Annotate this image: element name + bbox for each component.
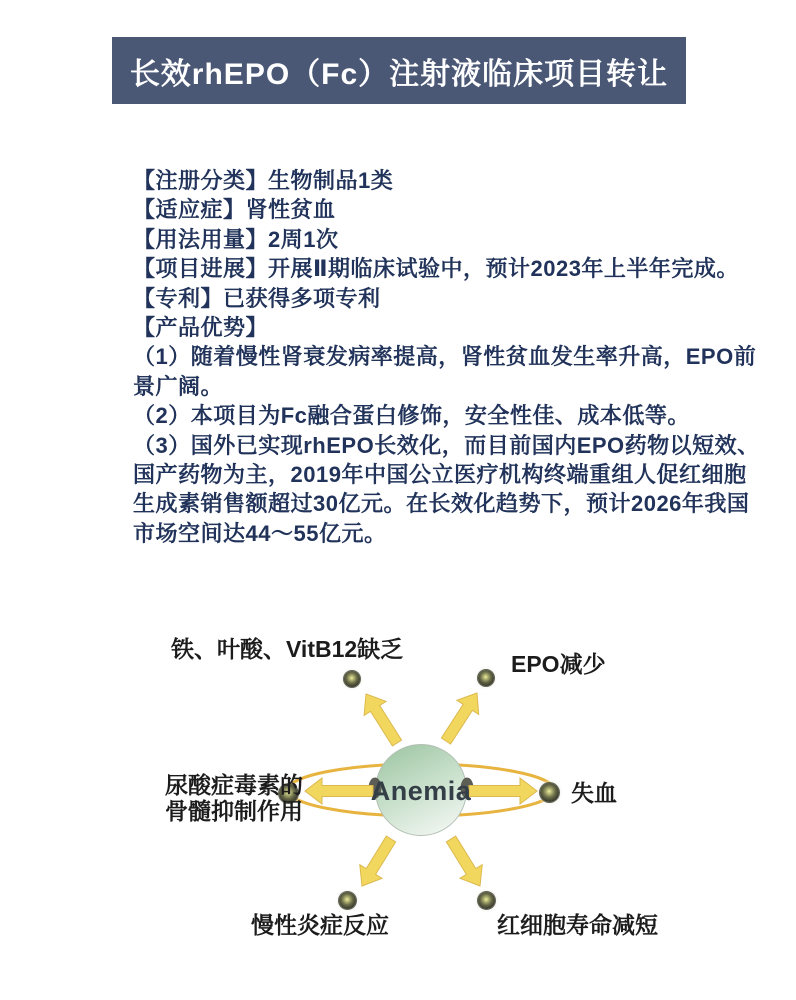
- detail-line-registration: 【注册分类】生物制品1类: [133, 168, 394, 193]
- detail-line-advantage3d: 市场空间达44～55亿元。: [133, 520, 387, 546]
- cause-label-uremic-toxin-line1: 尿酸症毒素的: [165, 772, 303, 798]
- detail-line-advantages-header: 【产品优势】: [133, 315, 269, 341]
- cause-label-uremic-toxin-line2: 骨髓抑制作用: [165, 798, 303, 824]
- detail-line-indication: 【适应症】肾性贫血: [133, 197, 336, 223]
- detail-line-advantage1b: 景广阔。: [133, 373, 224, 399]
- arrow-down-right: [446, 836, 482, 886]
- cause-label-chronic-inflammation: 慢性炎症反应: [251, 912, 389, 938]
- project-details: [133, 166, 760, 548]
- node-dot-bottom-right: [478, 892, 495, 909]
- node-dot-top-right: [478, 670, 494, 686]
- cause-label-epo-decrease: EPO减少: [511, 651, 606, 677]
- anemia-center-label: Anemia: [370, 776, 472, 806]
- node-dot-bottom-left: [339, 892, 356, 909]
- cause-label-deficiency: 铁、叶酸、VitB12缺乏: [171, 636, 404, 662]
- cause-label-rbc-lifespan: 红细胞寿命减短: [497, 912, 658, 938]
- title-banner: [112, 37, 686, 104]
- detail-line-patent: 【专利】已获得多项专利: [133, 285, 381, 311]
- arrow-down-left: [360, 836, 396, 886]
- detail-line-advantage1a: （1）随着慢性肾衰发病率提高，肾性贫血发生率升高，EPO前: [133, 344, 757, 370]
- detail-line-advantage2: （2）本项目为Fc融合蛋白修饰，安全性佳、成本低等。: [133, 403, 690, 429]
- detail-line-progress: 【项目进展】开展Ⅱ期临床试验中，预计2023年上半年完成。: [133, 256, 739, 282]
- arrow-up-right: [441, 693, 478, 744]
- node-dot-right: [540, 783, 559, 802]
- detail-line-advantage3c: 生成素销售额超过30亿元。在长效化趋势下，预计2026年我国: [133, 491, 750, 517]
- detail-line-advantage3b: 国产药物为主，2019年中国公立医疗机构终端重组人促红细胞: [133, 462, 747, 488]
- page-title: 长效rhEPO（Fc）注射液临床项目转让: [129, 57, 669, 91]
- detail-line-dosage: 【用法用量】2周1次: [133, 226, 339, 252]
- node-dot-top-left: [344, 671, 360, 687]
- cause-label-uremic-toxin: [165, 772, 303, 824]
- arrow-up-left: [364, 694, 402, 746]
- cause-label-blood-loss: 失血: [571, 780, 617, 806]
- detail-line-advantage3a: （3）国外已实现rhEPO长效化，而目前国内EPO药物以短效、: [133, 432, 760, 458]
